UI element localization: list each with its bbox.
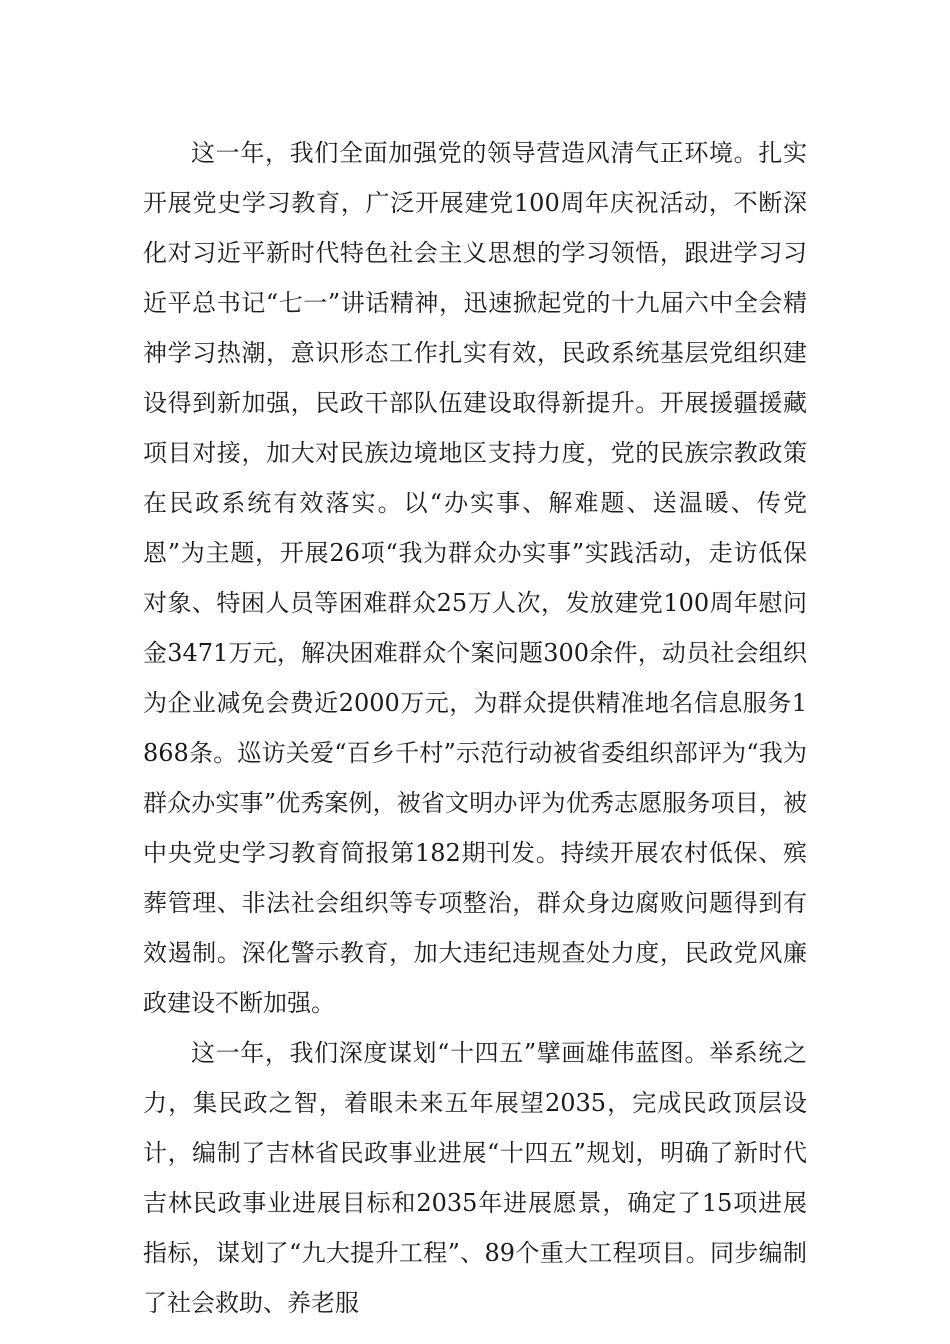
paragraph-fourteenth-five-year-plan: 这一年，我们深度谋划“十四五”擘画雄伟蓝图。举系统之力，集民政之智，着眼未来五年展望2035，完成民政顶层设计，编制了吉林省民政事业进展“十四五”规划，明确了新时代吉林民政事业进展目标和2035年进展愿景，确定了15项进展指标，谋划了“九大提升工程”、89个重大工程项目。同步编制了社会救助、养老服: [143, 1039, 807, 1317]
paragraph-party-leadership: 这一年，我们全面加强党的领导营造风清气正环境。扎实开展党史学习教育，广泛开展建党100周年庆祝活动，不断深化对习近平新时代特色社会主义思想的学习领悟，跟进学习习近平总书记“七一”讲话精神，迅速掀起党的十九届六中全会精神学习热潮，意识形态工作扎实有效，民政系统基层党组织建设得到新加强，民政干部队伍建设取得新提升。开展援疆援藏项目对接，加大对民族边境地区支持力度，党的民族宗教政策在民政系统有效落实。以“办实事、解难题、送温暖、传党恩”为主题，开展26项“我为群众办实事”实践活动，走访低保对象、特困人员等困难群众25万人次，发放建党100周年慰问金3471万元，解决困难群众个案问题300余件，动员社会组织为企业减免会费近2000万元，为群众提供精准地名信息服务1868条。巡访关爱“百乡千村”示范行动被省委组织部评为“我为群众办实事”优秀案例，被省文明办评为优秀志愿服务项目，被中央党史学习教育简报第182期刊发。持续开展农村低保、殡葬管理、非法社会组织等专项整治，群众身边腐败问题得到有效遏制。深化警示教育，加大违纪违规查处力度，民政党风廉政建设不断加强。: [143, 139, 807, 1017]
document-body: [143, 128, 807, 1328]
